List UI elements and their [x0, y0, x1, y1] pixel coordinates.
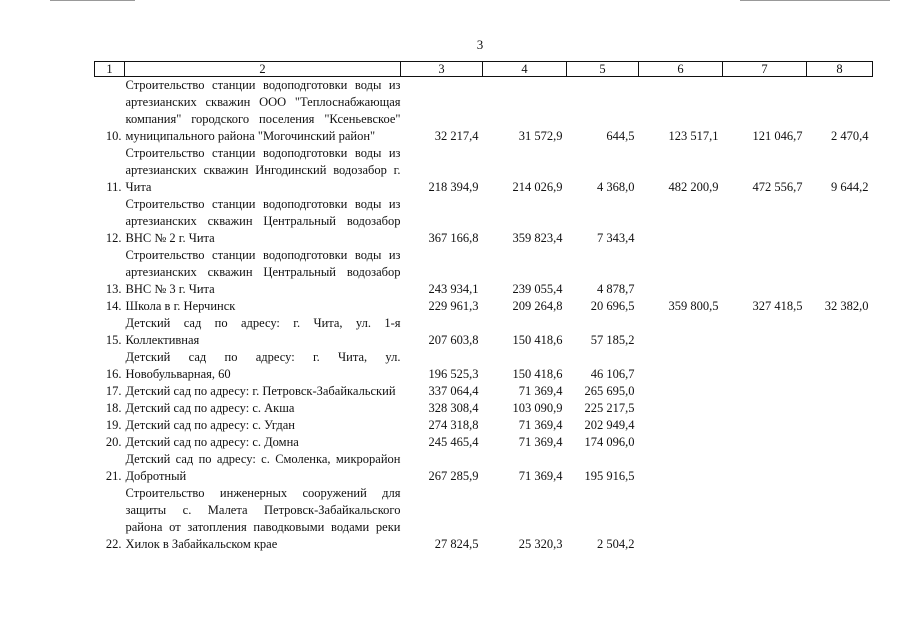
amount-c6	[639, 196, 723, 247]
amount-c4: 71 369,4	[518, 435, 563, 449]
amount-c7	[723, 349, 807, 383]
column-header: 7	[723, 62, 807, 77]
amount-c5: 225 217,5	[584, 401, 635, 415]
amount-c8	[807, 417, 873, 434]
amount-c7: 472 556,7	[752, 180, 803, 194]
amount-c8	[807, 451, 873, 485]
amount-c8	[807, 434, 873, 451]
amount-c3: 218 394,9	[428, 180, 479, 194]
amount-c4: 71 369,4	[518, 469, 563, 483]
amount-c3: 196 525,3	[428, 367, 479, 381]
amount-c7	[723, 383, 807, 400]
project-name: Детский сад по адресу: с. Акша	[125, 401, 295, 415]
project-name: Строительство станции водоподготовки воды из артезианских скважин Центральный водозабор ВНС № 3 г. Чита	[125, 248, 401, 296]
row-number: 22.	[105, 537, 122, 551]
amount-c5: 644,5	[606, 129, 635, 143]
amount-c7	[723, 247, 807, 298]
row-number: 18.	[105, 401, 122, 415]
table-row	[95, 400, 873, 417]
amount-c5: 4 368,0	[597, 180, 635, 194]
table-row	[95, 77, 873, 146]
project-name: Детский сад по адресу: г. Петровск-Забайкальский	[125, 384, 396, 398]
project-name: Детский сад по адресу: г. Чита, ул. Новобульварная, 60	[125, 350, 401, 381]
project-name: Детский сад по адресу: с. Угдан	[125, 418, 296, 432]
row-number: 19.	[105, 418, 122, 432]
amount-c5: 202 949,4	[584, 418, 635, 432]
amount-c3: 229 961,3	[428, 299, 479, 313]
amount-c7	[723, 451, 807, 485]
amount-c3: 27 824,5	[434, 537, 479, 551]
project-name: Детский сад по адресу: с. Смоленка, микрорайон Добротный	[125, 452, 401, 483]
column-header: 6	[639, 62, 723, 77]
column-header: 4	[483, 62, 567, 77]
column-header: 5	[567, 62, 639, 77]
amount-c8	[807, 247, 873, 298]
amount-c6	[639, 400, 723, 417]
amount-c4: 239 055,4	[512, 282, 563, 296]
table-row	[95, 349, 873, 383]
table-row	[95, 383, 873, 400]
amount-c4: 71 369,4	[518, 384, 563, 398]
amount-c8	[807, 196, 873, 247]
amount-c3: 207 603,8	[428, 333, 479, 347]
amount-c4: 214 026,9	[512, 180, 563, 194]
amount-c4: 25 320,3	[518, 537, 563, 551]
column-header: 3	[401, 62, 483, 77]
table-row	[95, 145, 873, 196]
row-number: 20.	[105, 435, 122, 449]
amount-c8	[807, 383, 873, 400]
amount-c4: 209 264,8	[512, 299, 563, 313]
amount-c3: 243 934,1	[428, 282, 479, 296]
project-name: Школа в г. Нерчинск	[125, 299, 236, 313]
row-number: 10.	[105, 129, 122, 143]
amount-c3: 245 465,4	[428, 435, 479, 449]
amount-c7	[723, 485, 807, 553]
amount-c5: 46 106,7	[590, 367, 635, 381]
row-number: 21.	[105, 469, 122, 483]
project-name: Детский сад по адресу: г. Чита, ул. 1-я Коллективная	[125, 316, 401, 347]
table-row	[95, 451, 873, 485]
amount-c5: 2 504,2	[597, 537, 635, 551]
amount-c3: 267 285,9	[428, 469, 479, 483]
amount-c3: 337 064,4	[428, 384, 479, 398]
project-name: Строительство станции водоподготовки воды из артезианских скважин ООО "Теплоснабжающая компания" городского поселения "Ксеньевское" муниципального района "Могочинский район"	[125, 78, 401, 143]
project-name: Детский сад по адресу: с. Домна	[125, 435, 299, 449]
table-row	[95, 298, 873, 315]
project-name: Строительство станции водоподготовки воды из артезианских скважин Центральный водозабор ВНС № 2 г. Чита	[125, 197, 401, 245]
project-name: Строительство инженерных сооружений для защиты с. Малета Петровск-Забайкальского района от затопления паводковыми водами реки Хилок в Забайкальском крае	[125, 486, 401, 551]
amount-c8: 2 470,4	[831, 129, 869, 143]
project-name: Строительство станции водоподготовки воды из артезианских скважин Ингодинский водозабор г. Чита	[125, 146, 401, 194]
row-number: 13.	[105, 282, 122, 296]
amount-c3: 367 166,8	[428, 231, 479, 245]
column-header: 2	[125, 62, 401, 77]
amount-c6	[639, 349, 723, 383]
row-number: 17.	[105, 384, 122, 398]
amount-c7	[723, 315, 807, 349]
amount-c5: 4 878,7	[597, 282, 635, 296]
amount-c6: 482 200,9	[668, 180, 719, 194]
table-row	[95, 196, 873, 247]
column-header: 8	[807, 62, 873, 77]
amount-c4: 103 090,9	[512, 401, 563, 415]
amount-c4: 359 823,4	[512, 231, 563, 245]
amount-c6	[639, 417, 723, 434]
amount-c6	[639, 383, 723, 400]
table-body	[95, 77, 873, 554]
amount-c8: 9 644,2	[831, 180, 869, 194]
amount-c7	[723, 434, 807, 451]
row-number: 14.	[105, 299, 122, 313]
amount-c7: 327 418,5	[752, 299, 803, 313]
amount-c3: 328 308,4	[428, 401, 479, 415]
amount-c6	[639, 434, 723, 451]
amount-c7: 121 046,7	[752, 129, 803, 143]
amount-c4: 71 369,4	[518, 418, 563, 432]
amount-c7	[723, 417, 807, 434]
table-row	[95, 417, 873, 434]
amount-c5: 7 343,4	[597, 231, 635, 245]
page-number: 3	[476, 37, 484, 52]
amount-c4: 31 572,9	[518, 129, 563, 143]
row-number: 12.	[105, 231, 122, 245]
amount-c6	[639, 451, 723, 485]
amount-c6: 359 800,5	[668, 299, 719, 313]
header-rule-right	[740, 0, 890, 1]
amount-c5: 20 696,5	[590, 299, 635, 313]
header-rule-left	[50, 0, 135, 1]
row-number: 11.	[106, 180, 122, 194]
amount-c6	[639, 485, 723, 553]
table-header-row	[95, 62, 873, 77]
amount-c8	[807, 400, 873, 417]
amount-c7	[723, 196, 807, 247]
amount-c8	[807, 485, 873, 553]
amount-c5: 57 185,2	[590, 333, 635, 347]
amount-c5: 265 695,0	[584, 384, 635, 398]
amount-c4: 150 418,6	[512, 367, 563, 381]
table-row	[95, 247, 873, 298]
amount-c8: 32 382,0	[824, 299, 869, 313]
amount-c5: 174 096,0	[584, 435, 635, 449]
amount-c6: 123 517,1	[668, 129, 719, 143]
amount-c6	[639, 247, 723, 298]
row-number: 15.	[105, 333, 122, 347]
column-header: 1	[95, 62, 125, 77]
amount-c3: 32 217,4	[434, 129, 479, 143]
table-row	[95, 315, 873, 349]
amount-c4: 150 418,6	[512, 333, 563, 347]
amount-c6	[639, 315, 723, 349]
amount-c7	[723, 400, 807, 417]
amount-c8	[807, 315, 873, 349]
row-number: 16.	[105, 367, 122, 381]
amount-c5: 195 916,5	[584, 469, 635, 483]
amount-c3: 274 318,8	[428, 418, 479, 432]
data-table	[94, 61, 873, 553]
table-row	[95, 485, 873, 553]
amount-c8	[807, 349, 873, 383]
table-row	[95, 434, 873, 451]
